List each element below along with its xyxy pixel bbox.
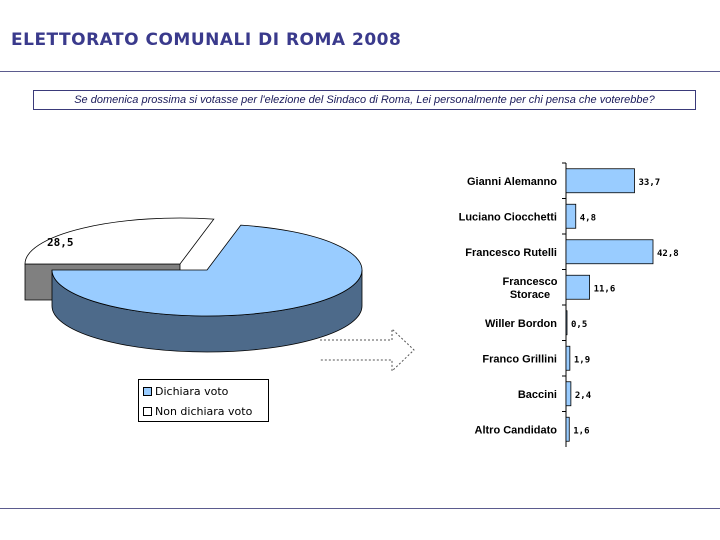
bar-category-label: Francesco Rutelli <box>465 246 557 259</box>
bar-value-label: 4,8 <box>579 213 597 224</box>
arrow-icon <box>320 329 414 371</box>
bar-willer-bordon <box>566 311 567 335</box>
pie-legend <box>138 379 269 422</box>
legend-swatch-dichiara <box>143 387 152 396</box>
bar-luciano-ciocchetti <box>566 204 576 228</box>
bar-value-label: 33,7 <box>638 177 661 188</box>
legend-item-non-dichiara <box>143 405 252 418</box>
bar-altro-candidato <box>566 417 569 441</box>
page-title: ELETTORATO COMUNALI DI ROMA 2008 <box>11 30 402 50</box>
bar-chart <box>459 163 679 447</box>
bar-value-label: 1,6 <box>573 426 590 437</box>
bar-value-label: 0,5 <box>571 319 588 330</box>
legend-label-dichiara: Dichiara voto <box>155 385 229 398</box>
bar-value-label: 11,6 <box>593 284 616 295</box>
bar-gianni-alemanno <box>566 169 635 193</box>
bar-category-label: Francesco Storace <box>502 275 558 301</box>
bar-category-label: Gianni Alemanno <box>466 175 557 188</box>
bar-francesco-storace <box>566 275 590 299</box>
bar-value-label: 2,4 <box>574 390 592 401</box>
bar-value-label: 1,9 <box>573 355 591 366</box>
survey-question: Se domenica prossima si votasse per l'elezione del Sindaco di Roma, Lei personalmente per chi pensa che voterebbe? <box>33 90 696 110</box>
bar-value-label: 42,8 <box>657 248 679 259</box>
bar-category-label: Baccini <box>517 388 557 401</box>
bar-category-label: Altro Candidato <box>474 424 557 437</box>
bar-category-label: Franco Grillini <box>482 353 557 366</box>
bar-category-label: Willer Bordon <box>484 317 557 330</box>
bar-baccini <box>566 382 571 406</box>
pie-chart <box>25 218 362 352</box>
bottom-divider <box>0 508 720 509</box>
bar-francesco-rutelli <box>566 240 653 264</box>
bar-category-label: Luciano Ciocchetti <box>458 211 557 224</box>
bar-franco-grillini <box>566 346 570 370</box>
legend-item-dichiara <box>143 385 228 398</box>
pie-value-label-non-dichiara: 28,5 <box>47 236 74 249</box>
legend-swatch-non-dichiara <box>143 407 152 416</box>
legend-label-non-dichiara: Non dichiara voto <box>155 405 253 418</box>
